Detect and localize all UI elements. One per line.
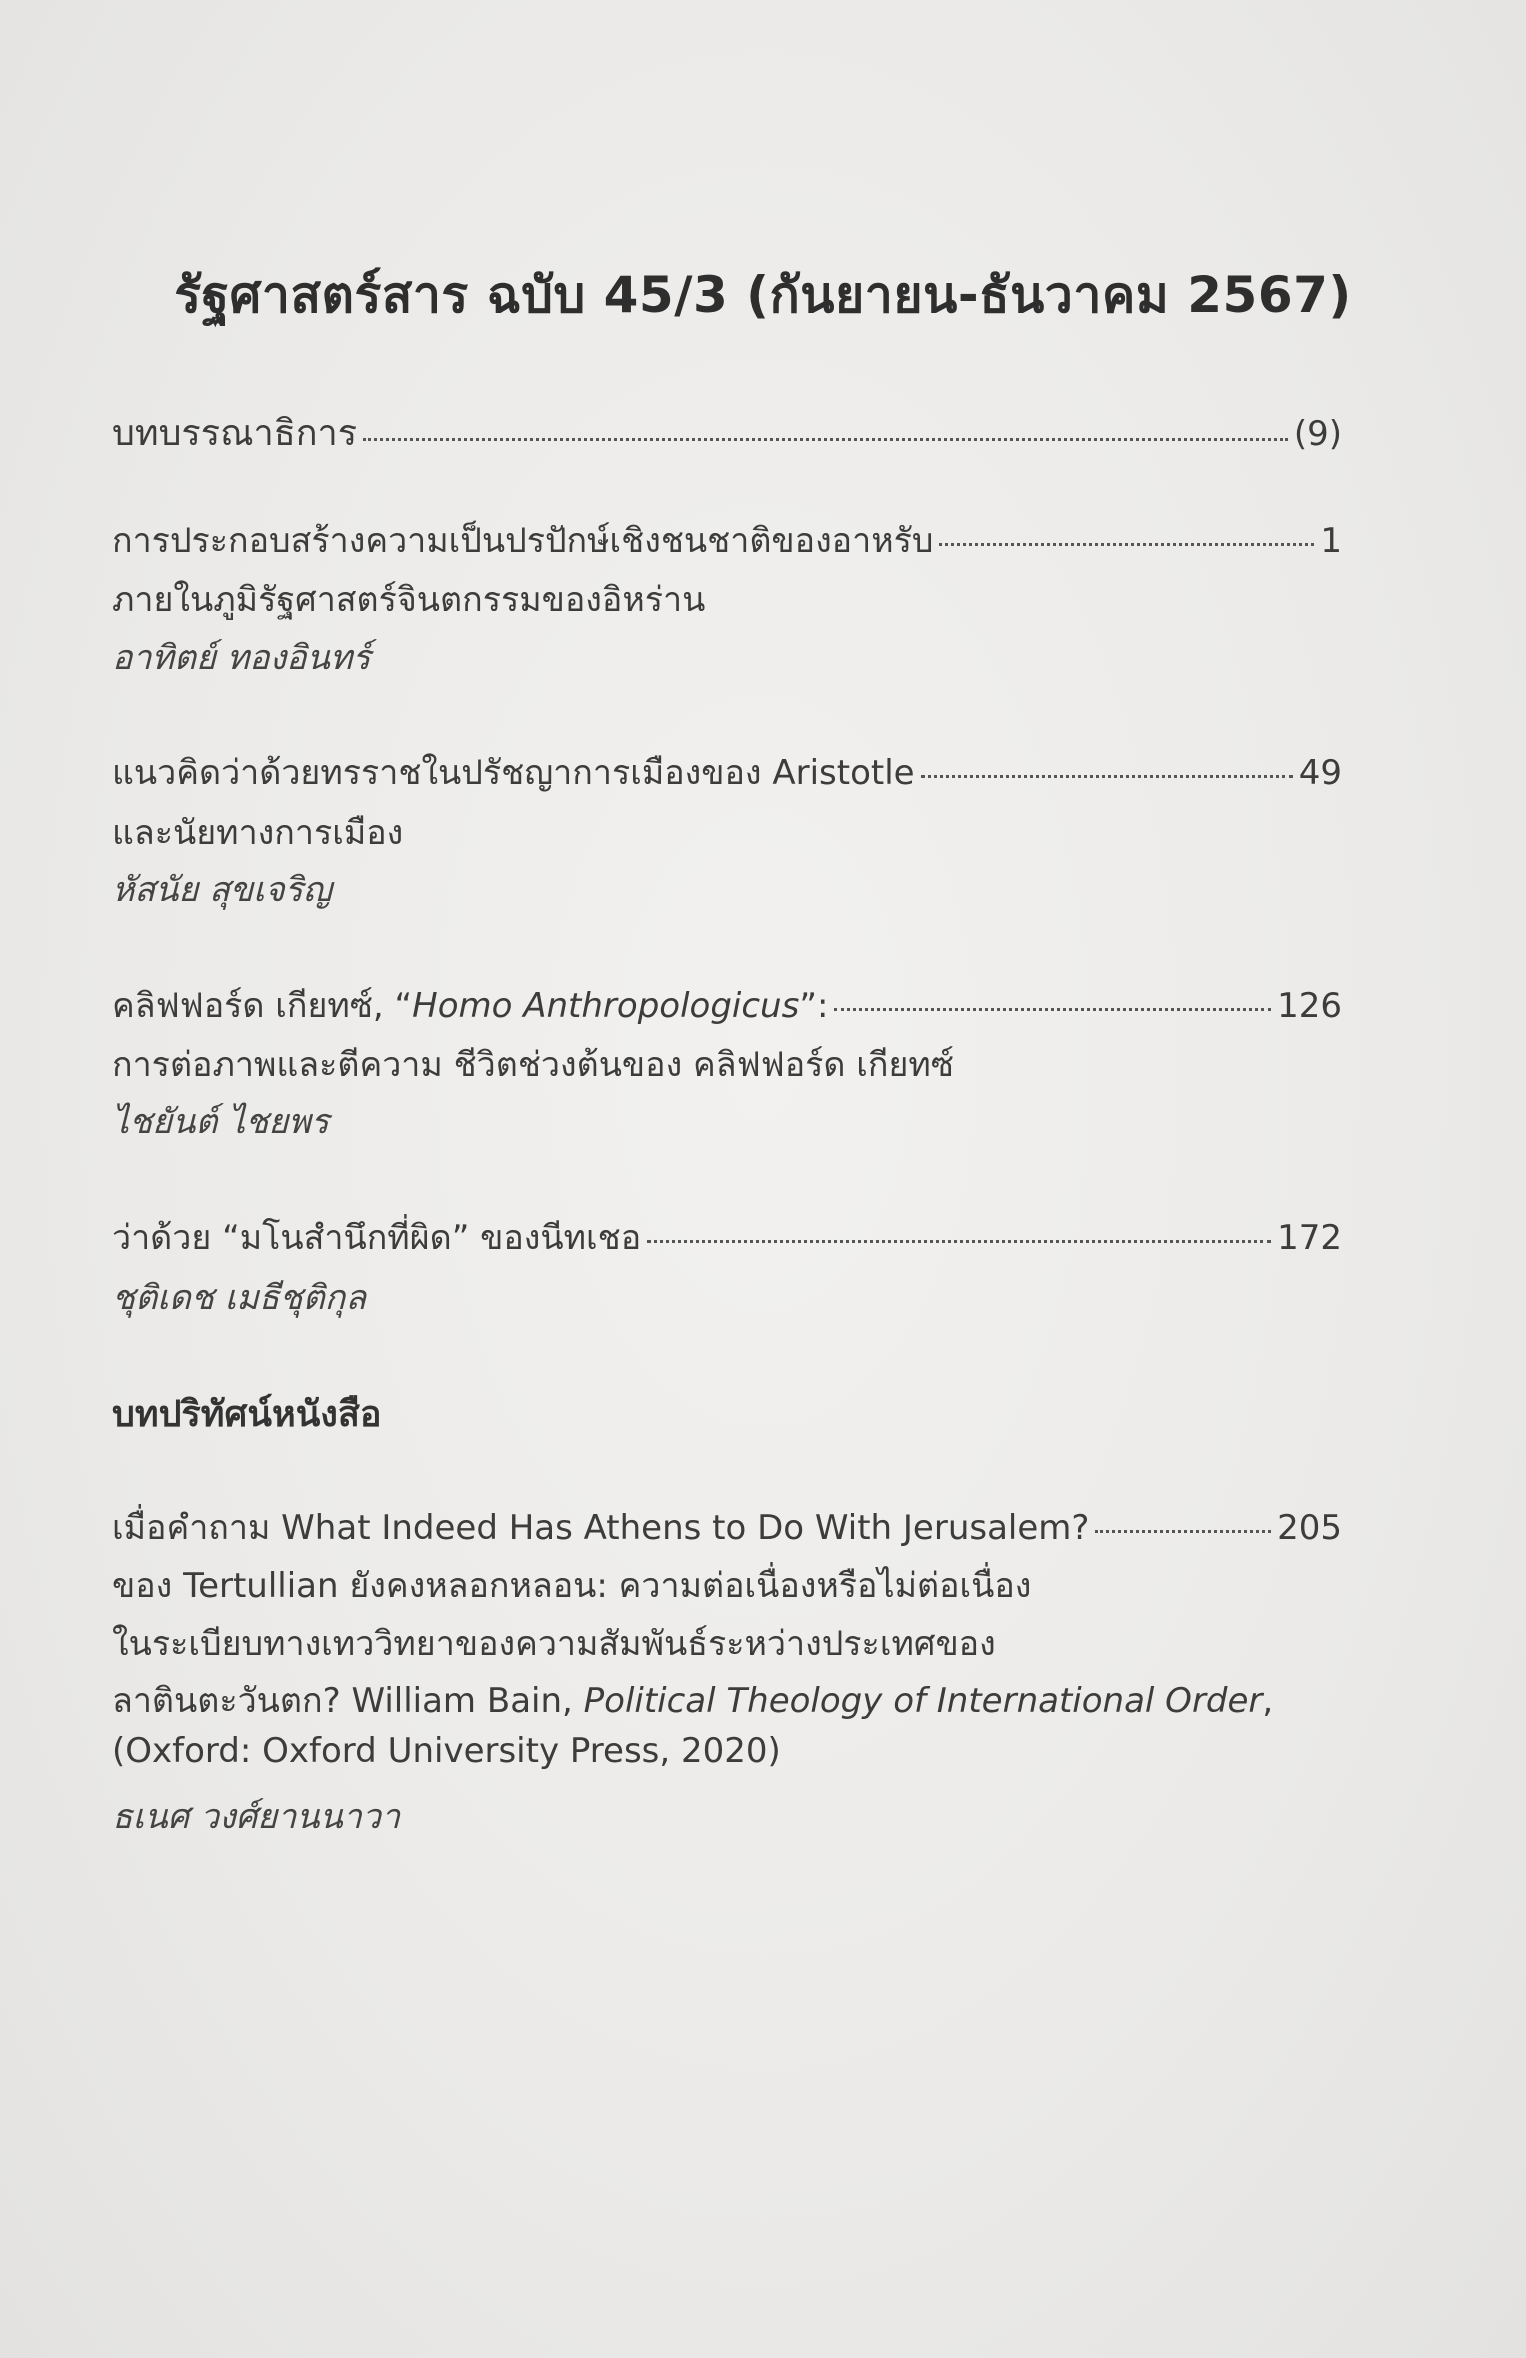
article-title-continued: การต่อภาพและตีความ ชีวิตช่วงต้นของ คลิฟฟอร์ด เกียทซ์ <box>112 1045 954 1085</box>
leader-dots <box>647 1240 1271 1243</box>
toc-entry-article-1[interactable] <box>112 513 1342 567</box>
article-author: อาทิตย์ ทองอินทร์ <box>112 638 371 678</box>
article-author: หัสนัย สุขเจริญ <box>112 870 332 910</box>
review-title-continued: ในระเบียบทางเทววิทยาของความสัมพันธ์ระหว่างประเทศของ <box>112 1624 996 1664</box>
title-emphasis: Homo Anthropologicus <box>412 986 800 1026</box>
article-title: การประกอบสร้างความเป็นปรปักษ์เชิงชนชาติของอาหรับ <box>112 521 934 561</box>
page-number: (9) <box>1293 414 1342 454</box>
toc-entry-article-2[interactable] <box>112 745 1342 799</box>
toc-entry-article-3[interactable] <box>112 978 1342 1032</box>
article-author: ชุติเดช เมธีชุติกุล <box>112 1278 367 1318</box>
toc-entry-editorial[interactable] <box>112 404 1342 461</box>
title-text: คลิฟฟอร์ด เกียทซ์, “ <box>112 986 413 1026</box>
leader-dots <box>921 775 1293 778</box>
page-number: 49 <box>1298 753 1342 793</box>
article-title-continued: และนัยทางการเมือง <box>112 813 404 853</box>
page-number: 172 <box>1277 1218 1342 1258</box>
review-text: , <box>1262 1681 1274 1721</box>
review-title: เมื่อคำถาม What Indeed Has Athens to Do With Jerusalem? <box>112 1508 1090 1548</box>
toc-entry-article-4[interactable] <box>112 1210 1342 1264</box>
page-number: 205 <box>1277 1508 1342 1548</box>
page-number: 1 <box>1320 521 1342 561</box>
leader-dots <box>939 543 1314 546</box>
review-title-continued: ของ Tertullian ยังคงหลอกหลอน: ความต่อเนื่องหรือไม่ต่อเนื่อง <box>112 1566 1032 1606</box>
review-author: ธเนศ วงศ์ยานนาวา <box>112 1797 401 1837</box>
review-title-continued <box>112 1673 1273 1727</box>
editorial-label: บทบรรณาธิการ <box>112 413 358 454</box>
toc-entry-book-review[interactable] <box>112 1500 1342 1554</box>
review-text: ลาตินตะวันตก? William Bain, <box>112 1681 584 1721</box>
title-text: ”: <box>799 986 829 1026</box>
review-book-title: Political Theology of International Order <box>583 1681 1263 1721</box>
article-title <box>112 978 828 1032</box>
leader-dots <box>363 438 1288 441</box>
review-publication-info: (Oxford: Oxford University Press, 2020) <box>112 1731 781 1771</box>
article-title: ว่าด้วย “มโนสำนึกที่ผิด” ของนีทเชอ <box>112 1218 642 1258</box>
article-title: แนวคิดว่าด้วยทรราชในปรัชญาการเมืองของ Aristotle <box>112 753 915 793</box>
section-heading-book-review: บทปริทัศน์หนังสือ <box>112 1394 382 1435</box>
leader-dots <box>834 1008 1271 1011</box>
page-number: 126 <box>1277 986 1342 1026</box>
journal-title: รัฐศาสตร์สาร ฉบับ 45/3 (กันยายน-ธันวาคม 2567) <box>174 266 1352 324</box>
article-title-continued: ภายในภูมิรัฐศาสตร์จินตกรรมของอิหร่าน <box>112 580 706 620</box>
leader-dots <box>1095 1530 1271 1533</box>
article-author: ไชยันต์ ไชยพร <box>112 1102 329 1142</box>
